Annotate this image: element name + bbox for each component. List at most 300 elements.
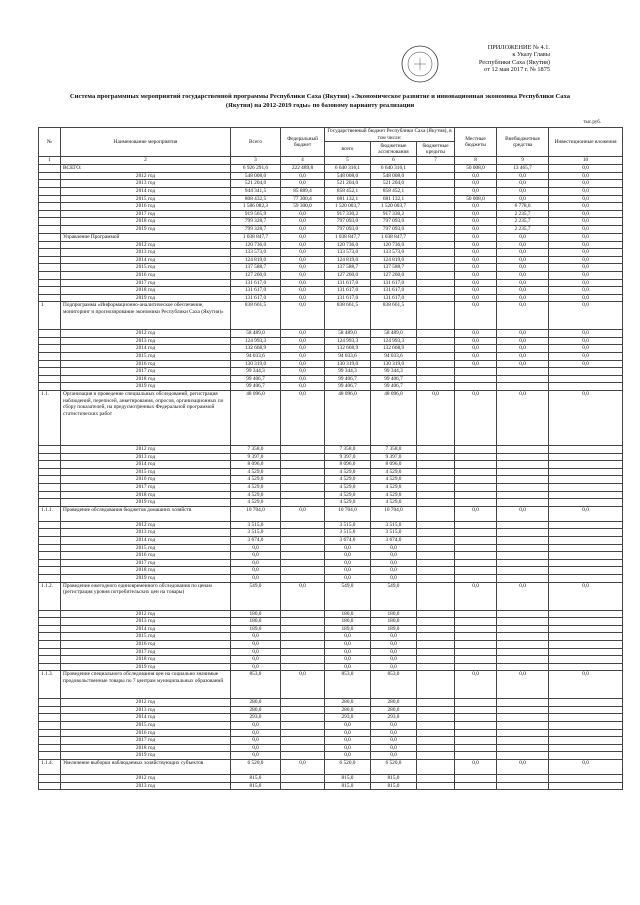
row-value: 548 008,0 (231, 172, 281, 180)
row-value (417, 279, 455, 287)
row-value (417, 271, 455, 279)
row-value (497, 567, 549, 575)
row-value: 293,0 (371, 714, 417, 722)
row-value: 0,0 (325, 722, 371, 730)
row-value: 853,0 (231, 671, 281, 699)
year-row (39, 491, 623, 499)
row-value: 180,0 (231, 610, 281, 618)
row-value: 4 529,0 (325, 491, 371, 499)
row-value: 120 736,0 (231, 241, 281, 249)
row-value: 0,0 (455, 294, 497, 302)
row-code-empty (39, 552, 61, 560)
row-value (281, 625, 325, 633)
row-value (549, 618, 623, 626)
row-value: 0,0 (455, 582, 497, 610)
row-value: 59 300,0 (281, 203, 325, 211)
year-row (39, 172, 623, 180)
row-value (417, 714, 455, 722)
row-value (455, 722, 497, 730)
row-value: 0,0 (281, 279, 325, 287)
row-value (497, 521, 549, 529)
row-value (455, 640, 497, 648)
row-value: 0,0 (455, 760, 497, 775)
col-header-state-all: всего (325, 142, 371, 157)
row-year: 2013 год (61, 453, 231, 461)
row-value: 280,0 (325, 706, 371, 714)
row-code-empty (39, 544, 61, 552)
row-value: 0,0 (231, 544, 281, 552)
row-code-empty (39, 656, 61, 664)
row-value (417, 671, 455, 699)
row-value: 0,0 (417, 391, 455, 446)
row-value: 1 520 003,7 (325, 203, 371, 211)
row-value (455, 699, 497, 707)
row-value: 0,0 (281, 264, 325, 272)
row-value (497, 574, 549, 582)
year-row (39, 225, 623, 233)
row-value (455, 375, 497, 383)
row-value (497, 714, 549, 722)
row-value (497, 625, 549, 633)
row-value (497, 744, 549, 752)
section-row (39, 671, 623, 699)
row-value (497, 383, 549, 391)
row-code-empty (39, 567, 61, 575)
row-value: 280,0 (371, 699, 417, 707)
row-year: 2012 год (61, 521, 231, 529)
row-value (281, 633, 325, 641)
row-value (549, 706, 623, 714)
row-name: Проведение обследования бюджетов домашних хозяйств (61, 506, 231, 521)
row-value (455, 453, 497, 461)
row-value: 0,0 (497, 760, 549, 775)
row-value (497, 446, 549, 454)
row-value (417, 484, 455, 492)
row-value: 0,0 (371, 552, 417, 560)
row-year: 2019 год (61, 574, 231, 582)
row-value: 0,0 (325, 633, 371, 641)
row-value (455, 476, 497, 484)
row-value (455, 446, 497, 454)
row-value: 0,0 (549, 241, 623, 249)
row-value: 681 132,1 (325, 195, 371, 203)
row-value: 797 093,0 (325, 225, 371, 233)
year-row (39, 264, 623, 272)
row-value (455, 574, 497, 582)
row-value: 815,0 (231, 782, 281, 790)
row-code-empty (39, 521, 61, 529)
row-value (281, 461, 325, 469)
row-year: 2018 год (61, 744, 231, 752)
row-value (417, 330, 455, 338)
row-value: 124 819,0 (371, 256, 417, 264)
row-value (417, 468, 455, 476)
row-value: 0,0 (231, 552, 281, 560)
row-value: 858 452,1 (325, 187, 371, 195)
row-code-empty (39, 241, 61, 249)
row-value (417, 663, 455, 671)
row-value (281, 484, 325, 492)
row-value (417, 302, 455, 330)
row-code: 1.1.3. (39, 671, 61, 699)
row-year: 2014 год (61, 187, 231, 195)
year-row (39, 345, 623, 353)
row-code: 1.1.4. (39, 760, 61, 775)
document-title (38, 93, 602, 111)
row-value (417, 775, 455, 783)
year-row (39, 722, 623, 730)
row-value: 838 661,5 (325, 302, 371, 330)
year-row (39, 476, 623, 484)
row-value: 0,0 (455, 187, 497, 195)
col-header-offbudget: Внебюджетные средства (497, 128, 549, 157)
row-code-empty (39, 648, 61, 656)
row-value: 3 674,0 (231, 536, 281, 544)
row-value (497, 544, 549, 552)
col-number: 7 (417, 157, 455, 165)
row-value: 124 819,0 (231, 256, 281, 264)
row-value: 0,0 (281, 287, 325, 295)
row-code-empty (39, 446, 61, 454)
row-value (281, 529, 325, 537)
row-value (455, 610, 497, 618)
row-value: 0,0 (371, 640, 417, 648)
row-value: 0,0 (549, 187, 623, 195)
row-year: 2012 год (61, 172, 231, 180)
row-value: 919 565,9 (231, 210, 281, 218)
row-value (417, 782, 455, 790)
row-value (497, 453, 549, 461)
row-value: 4 529,0 (325, 484, 371, 492)
row-value: 4 529,0 (231, 491, 281, 499)
row-code-empty (39, 618, 61, 626)
row-value: 0,0 (497, 391, 549, 446)
year-row (39, 536, 623, 544)
row-value (417, 337, 455, 345)
row-value: 131 617,0 (231, 294, 281, 302)
row-value: 0,0 (325, 744, 371, 752)
row-value: 94 033,6 (371, 353, 417, 361)
row-value: 4 529,0 (325, 476, 371, 484)
row-name: Проведение специального обследования цен на социально значимые продовольственные товары по 7 центрам муниципальных образований (61, 671, 231, 699)
row-year: 2018 год (61, 287, 231, 295)
row-value (281, 640, 325, 648)
row-value: 0,0 (231, 656, 281, 664)
year-row (39, 775, 623, 783)
row-value: 0,0 (455, 330, 497, 338)
row-value: 0,0 (455, 264, 497, 272)
section-row (39, 582, 623, 610)
row-value: 0,0 (371, 744, 417, 752)
row-year: 2014 год (61, 536, 231, 544)
row-value: 0,0 (231, 567, 281, 575)
row-value: 3 515,0 (325, 521, 371, 529)
year-row (39, 618, 623, 626)
row-value (455, 618, 497, 626)
row-value (417, 640, 455, 648)
row-code-empty (39, 225, 61, 233)
row-value: 838 661,5 (231, 302, 281, 330)
row-value: 0,0 (325, 737, 371, 745)
year-row (39, 521, 623, 529)
row-year: 2019 год (61, 752, 231, 760)
row-value: 0,0 (455, 360, 497, 368)
year-row (39, 218, 623, 226)
row-value (281, 775, 325, 783)
row-value (417, 544, 455, 552)
row-value (417, 699, 455, 707)
row-year: 2016 год (61, 476, 231, 484)
row-value (417, 368, 455, 376)
row-value (549, 574, 623, 582)
row-code-empty (39, 752, 61, 760)
row-value (497, 476, 549, 484)
row-value (549, 729, 623, 737)
row-value: 815,0 (231, 775, 281, 783)
row-value: 2 235,7 (497, 210, 549, 218)
row-value (281, 744, 325, 752)
row-value: 0,0 (371, 567, 417, 575)
table-body (39, 164, 623, 789)
row-value: 280,0 (231, 699, 281, 707)
row-value (455, 714, 497, 722)
row-year: 2017 год (61, 279, 231, 287)
row-value: 0,0 (281, 302, 325, 330)
row-value: 0,0 (281, 210, 325, 218)
row-value (549, 375, 623, 383)
row-year: 2019 год (61, 663, 231, 671)
row-year: 2015 год (61, 195, 231, 203)
row-value (455, 536, 497, 544)
title-line: (Якутия) на 2012-2019 годы» по базовому варианту реализации (225, 101, 415, 109)
row-value: 0,0 (281, 383, 325, 391)
row-value: 0,0 (497, 671, 549, 699)
row-value: 0,0 (281, 330, 325, 338)
row-value: 0,0 (497, 302, 549, 330)
row-value: 6 640 316,1 (371, 164, 417, 172)
row-year: 2016 год (61, 552, 231, 560)
row-value: 137 588,7 (325, 264, 371, 272)
row-value (497, 499, 549, 507)
col-header-state-credit: бюджетные кредиты (417, 142, 455, 157)
row-value (549, 775, 623, 783)
row-value: 132 668,9 (231, 345, 281, 353)
year-row (39, 353, 623, 361)
col-header-num: № (39, 128, 61, 157)
row-value (549, 529, 623, 537)
row-year: 2015 год (61, 544, 231, 552)
row-value (497, 722, 549, 730)
row-value: 120 736,0 (371, 241, 417, 249)
row-value: 0,0 (281, 337, 325, 345)
row-value (455, 567, 497, 575)
section-row (39, 391, 623, 446)
year-row (39, 468, 623, 476)
row-value: 0,0 (281, 249, 325, 257)
row-value: 797 093,0 (371, 225, 417, 233)
row-value: 0,0 (325, 552, 371, 560)
row-value (417, 241, 455, 249)
row-value: 0,0 (549, 256, 623, 264)
row-value (549, 722, 623, 730)
row-value: 7 358,0 (231, 446, 281, 454)
year-row (39, 648, 623, 656)
row-year: 2014 год (61, 461, 231, 469)
row-value (455, 468, 497, 476)
row-value: 0,0 (455, 172, 497, 180)
year-row (39, 499, 623, 507)
row-value: 917 330,2 (371, 210, 417, 218)
row-year: 2017 год (61, 368, 231, 376)
row-value: 131 617,0 (325, 287, 371, 295)
row-year: 2012 год (61, 775, 231, 783)
row-value (549, 468, 623, 476)
row-code-empty (39, 271, 61, 279)
row-year: 2015 год (61, 722, 231, 730)
row-value: 0,0 (549, 671, 623, 699)
year-row (39, 187, 623, 195)
row-value: 0,0 (549, 294, 623, 302)
row-value (281, 453, 325, 461)
year-row (39, 782, 623, 790)
year-row (39, 256, 623, 264)
row-value: 0,0 (371, 574, 417, 582)
row-value: 9 397,0 (371, 453, 417, 461)
row-value (549, 446, 623, 454)
row-value (549, 567, 623, 575)
row-value (417, 491, 455, 499)
row-value: 0,0 (549, 210, 623, 218)
row-code-empty (39, 468, 61, 476)
row-value: 0,0 (231, 744, 281, 752)
row-code-empty (39, 264, 61, 272)
row-value (549, 737, 623, 745)
year-row (39, 706, 623, 714)
row-value: 180,0 (231, 618, 281, 626)
row-value: 0,0 (549, 391, 623, 446)
row-value: 0,0 (549, 218, 623, 226)
row-value: 0,0 (231, 640, 281, 648)
row-value: 8 096,0 (371, 461, 417, 469)
row-value: 137 588,7 (371, 264, 417, 272)
title-line: Система программных мероприятий государственной программы Республики Саха (Якутия) «Экономическое развитие и инновационная экономика Республики Саха (69, 93, 571, 100)
row-value (417, 574, 455, 582)
row-value (417, 225, 455, 233)
row-value (417, 249, 455, 257)
row-value (417, 375, 455, 383)
row-value: 94 033,6 (325, 353, 371, 361)
row-code-empty (39, 663, 61, 671)
row-value (549, 536, 623, 544)
row-value: 0,0 (281, 582, 325, 610)
row-value: 99 344,3 (231, 368, 281, 376)
year-row (39, 195, 623, 203)
row-value: 293,0 (325, 714, 371, 722)
year-row (39, 656, 623, 664)
row-value: 0,0 (549, 233, 623, 241)
row-code-empty (39, 337, 61, 345)
row-value: 0,0 (325, 567, 371, 575)
row-value: 0,0 (281, 180, 325, 188)
row-value (455, 544, 497, 552)
row-value: 3 674,0 (325, 536, 371, 544)
row-value: 0,0 (455, 271, 497, 279)
row-code-empty (39, 287, 61, 295)
row-code-empty (39, 203, 61, 211)
row-value: 0,0 (325, 752, 371, 760)
row-value: 0,0 (281, 225, 325, 233)
row-value: 0,0 (549, 264, 623, 272)
row-value: 131 617,0 (371, 279, 417, 287)
row-name: Управление Программой (61, 233, 231, 241)
row-value (281, 706, 325, 714)
row-value (497, 529, 549, 537)
row-value (455, 552, 497, 560)
year-row (39, 210, 623, 218)
row-value: 0,0 (455, 256, 497, 264)
row-code-empty (39, 625, 61, 633)
row-year: 2017 год (61, 559, 231, 567)
row-value (549, 610, 623, 618)
row-value: 48 096,0 (371, 391, 417, 446)
row-year: 2019 год (61, 294, 231, 302)
row-value (455, 656, 497, 664)
row-value: 0,0 (549, 337, 623, 345)
row-value: 0,0 (549, 172, 623, 180)
row-code-empty (39, 249, 61, 257)
row-value: 0,0 (549, 249, 623, 257)
row-value (417, 706, 455, 714)
row-value (497, 640, 549, 648)
row-value: 3 515,0 (231, 521, 281, 529)
year-row (39, 544, 623, 552)
row-value: 3 515,0 (371, 529, 417, 537)
row-value (549, 544, 623, 552)
row-year: 2013 год (61, 249, 231, 257)
row-value: 0,0 (281, 360, 325, 368)
row-value (455, 484, 497, 492)
row-value: 131 617,0 (371, 287, 417, 295)
section-row (39, 233, 623, 241)
row-value: 797 093,0 (325, 218, 371, 226)
row-year: 2017 год (61, 210, 231, 218)
row-value: 0,0 (281, 233, 325, 241)
row-year: 2017 год (61, 648, 231, 656)
row-value (417, 353, 455, 361)
row-value: 0,0 (231, 737, 281, 745)
year-row (39, 337, 623, 345)
row-value: 8 096,0 (325, 461, 371, 469)
row-value: 0,0 (325, 656, 371, 664)
row-value (497, 633, 549, 641)
row-year: 2013 год (61, 706, 231, 714)
row-value: 0,0 (455, 249, 497, 257)
row-code-empty (39, 782, 61, 790)
col-number: 1 (39, 157, 61, 165)
row-value: 799 328,7 (231, 225, 281, 233)
row-value (549, 633, 623, 641)
row-value (497, 552, 549, 560)
row-year: 2014 год (61, 714, 231, 722)
row-value: 4 529,0 (231, 468, 281, 476)
row-value: 0,0 (455, 671, 497, 699)
row-year: 2012 год (61, 241, 231, 249)
row-code-empty (39, 775, 61, 783)
row-value (281, 782, 325, 790)
row-value (497, 368, 549, 376)
row-value: 0,0 (497, 345, 549, 353)
row-value (417, 218, 455, 226)
